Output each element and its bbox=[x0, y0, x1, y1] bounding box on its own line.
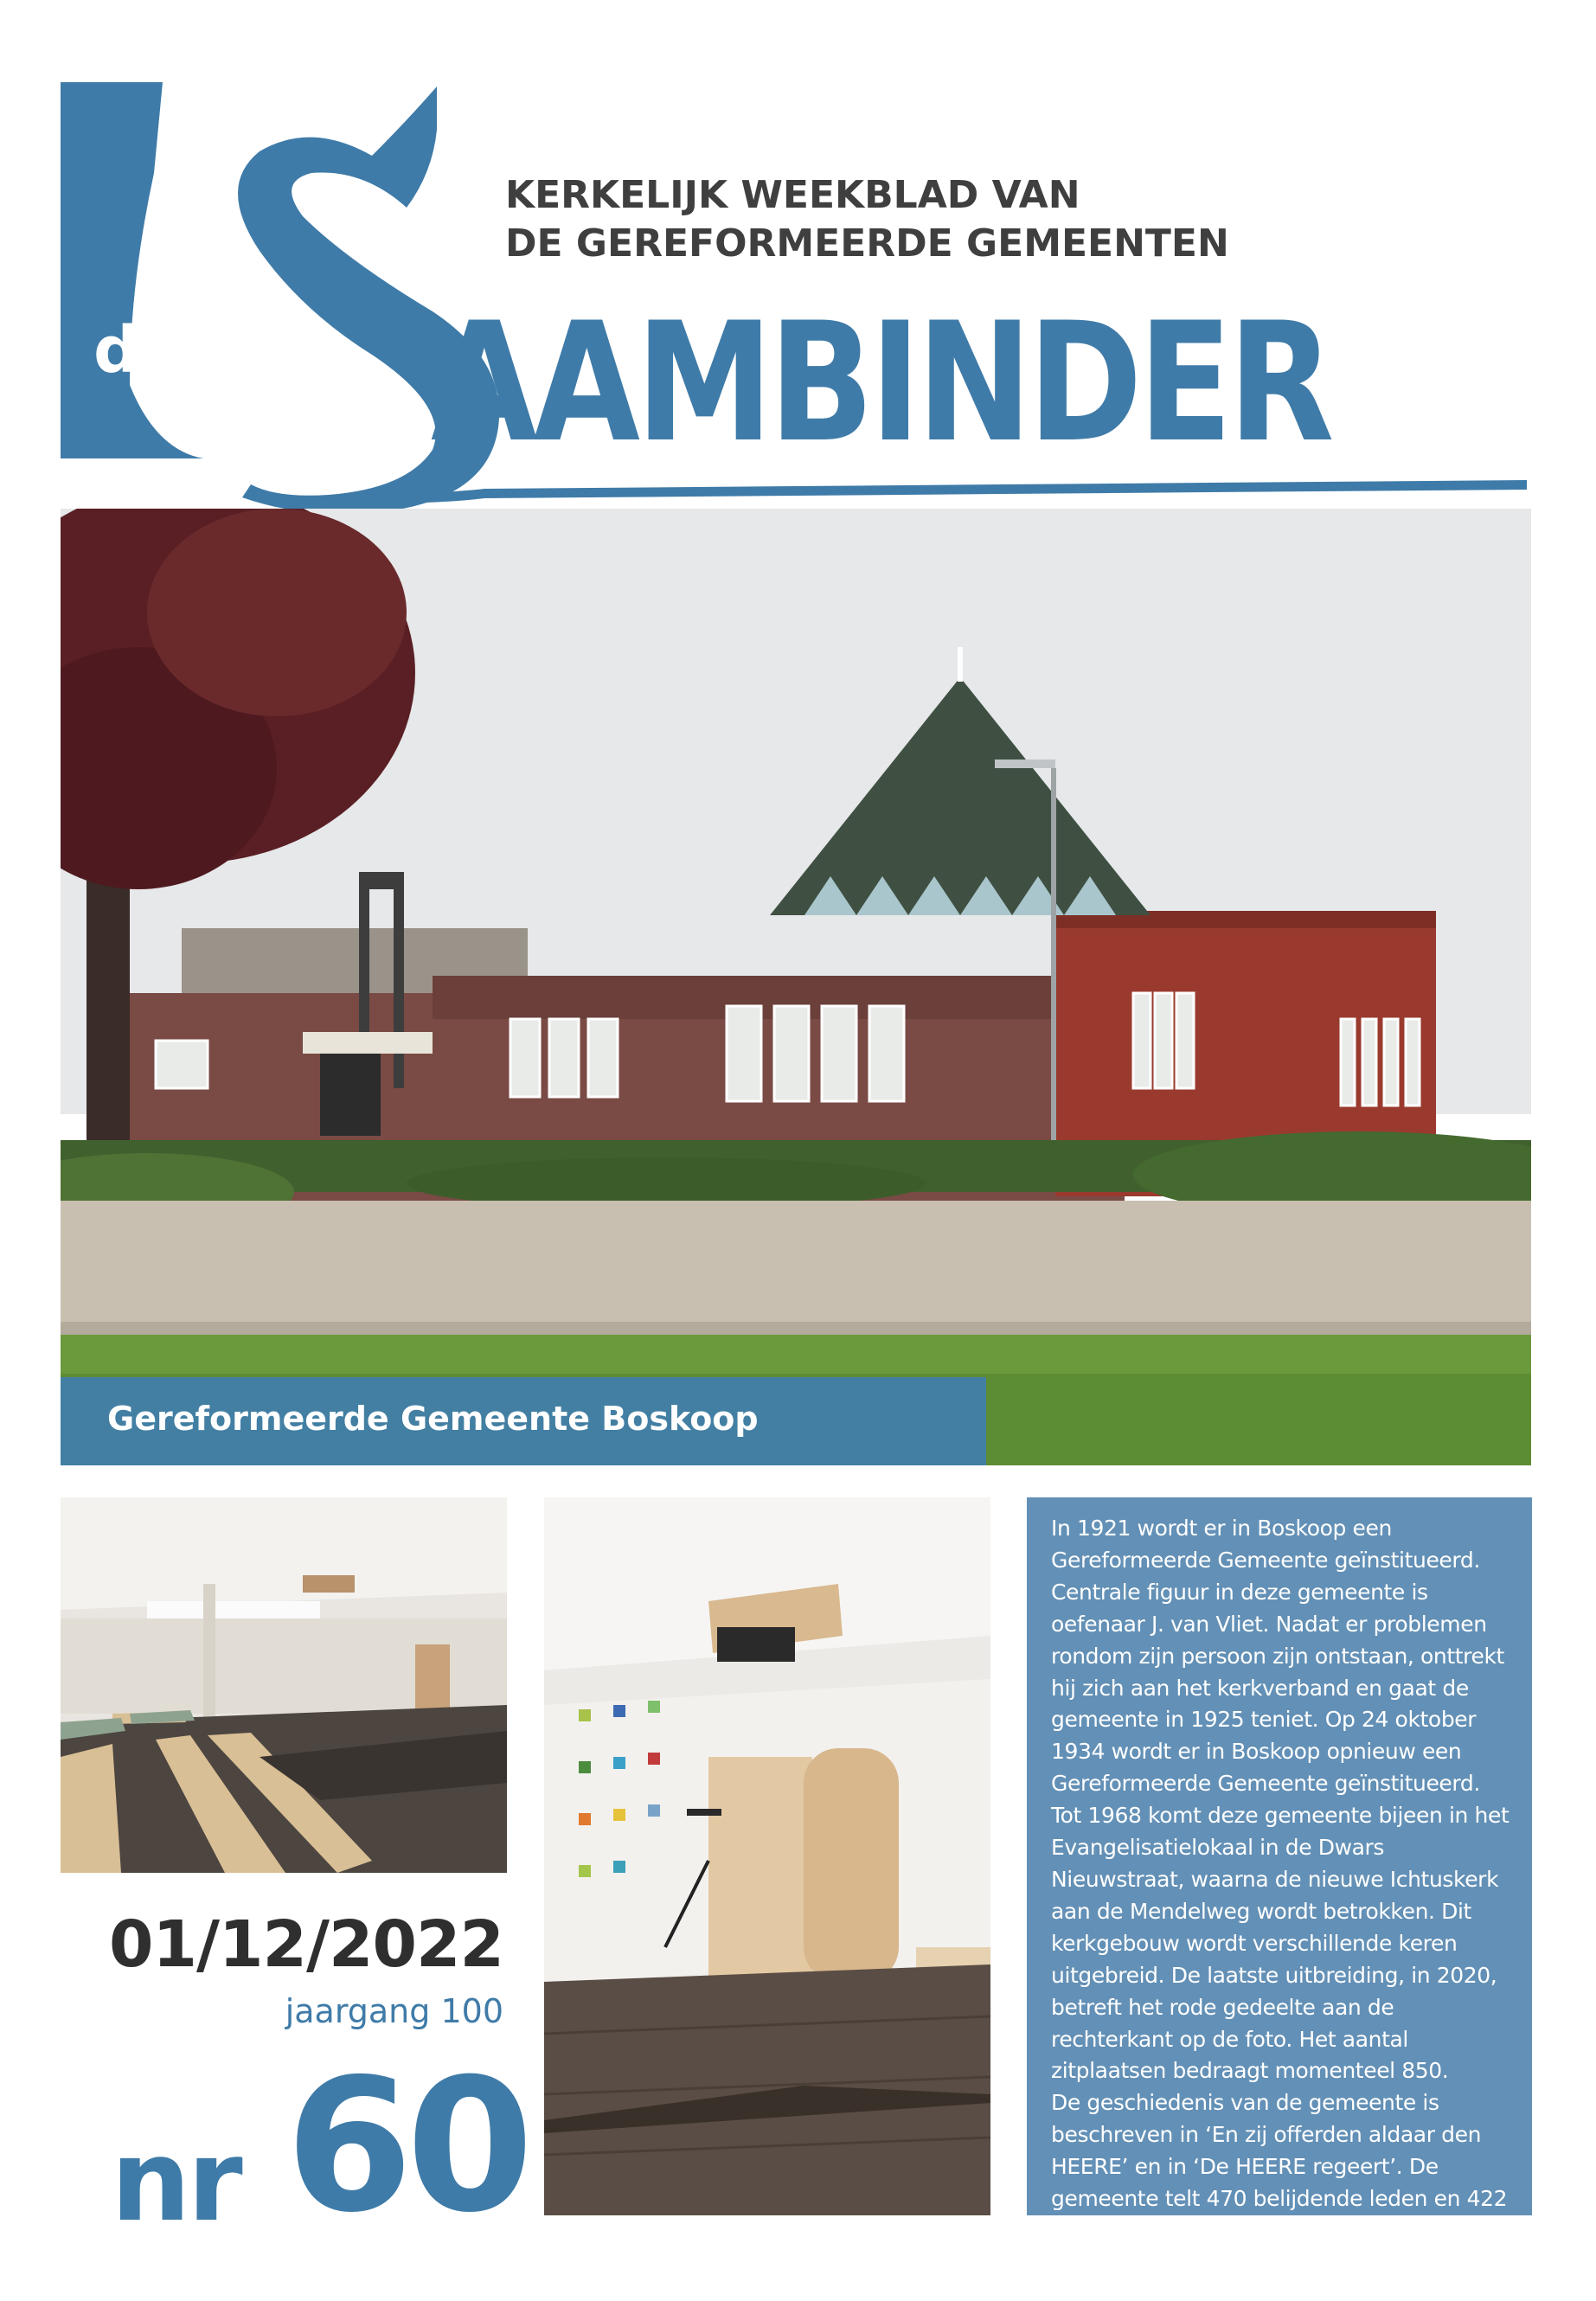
pulpit-photo bbox=[544, 1497, 990, 2215]
church-caption: Gereformeerde Gemeente Boskoop bbox=[107, 1400, 759, 1438]
article-paragraph: De geschiedenis van de gemeente is beschreven in ‘En zij offerden aldaar den HEERE’ en in ‘De HEERE regeert’. De gemeente telt 470 belijdende leden en 422 doopleden. bbox=[1051, 2090, 1508, 2243]
masthead-swoosh bbox=[285, 480, 1527, 503]
issue-number-label: nr bbox=[111, 2115, 240, 2247]
article-box bbox=[1027, 1497, 1532, 2243]
masthead-title-word: AAMBINDER bbox=[431, 287, 1330, 478]
issue-number: 60 bbox=[285, 2039, 528, 2253]
issue-volume: jaargang 100 bbox=[285, 1992, 503, 2030]
church-photo bbox=[61, 509, 1531, 1465]
masthead-logo-block bbox=[61, 82, 203, 458]
masthead-subtitle-line2: DE GEREFORMEERDE GEMEENTEN bbox=[505, 221, 1229, 266]
church-caption-bar bbox=[61, 1377, 986, 1465]
article-paragraph: In 1921 wordt er in Boskoop een Gereformeerde Gemeente geïnstitueerd. Centrale figuur in deze gemeente is oefenaar J. van Vliet. Nadat er problemen rondom zijn persoon zijn ontstaan, onttrekt hij zich aan het kerkverband en gaat de gemeente in 1925 teniet. Op 24 oktober 1934 wordt er in Boskoop opnieuw een Gereformeerde Gemeente geïnstitueerd. Tot 1968 komt deze gemeente bijeen in het Evangelisatielokaal in de Dwars Nieuwstraat, waarna de nieuwe Ichtuskerk aan de Mendelweg wordt betrokken. Dit kerkgebouw wordt verschillende keren uitgebreid. De laatste uitbreiding, in 2020, betreft het rode gedeelte aan de rechterkant op de foto. Het aantal zitplaatsen bedraagt momenteel 850. bbox=[1051, 1516, 1509, 2084]
church-interior-photo bbox=[61, 1497, 507, 1873]
masthead-subtitle-line1: KERKELIJK WEEKBLAD VAN bbox=[505, 173, 1080, 217]
masthead-title-prefix: de bbox=[93, 313, 183, 388]
issue-date: 01/12/2022 bbox=[109, 1907, 503, 1982]
